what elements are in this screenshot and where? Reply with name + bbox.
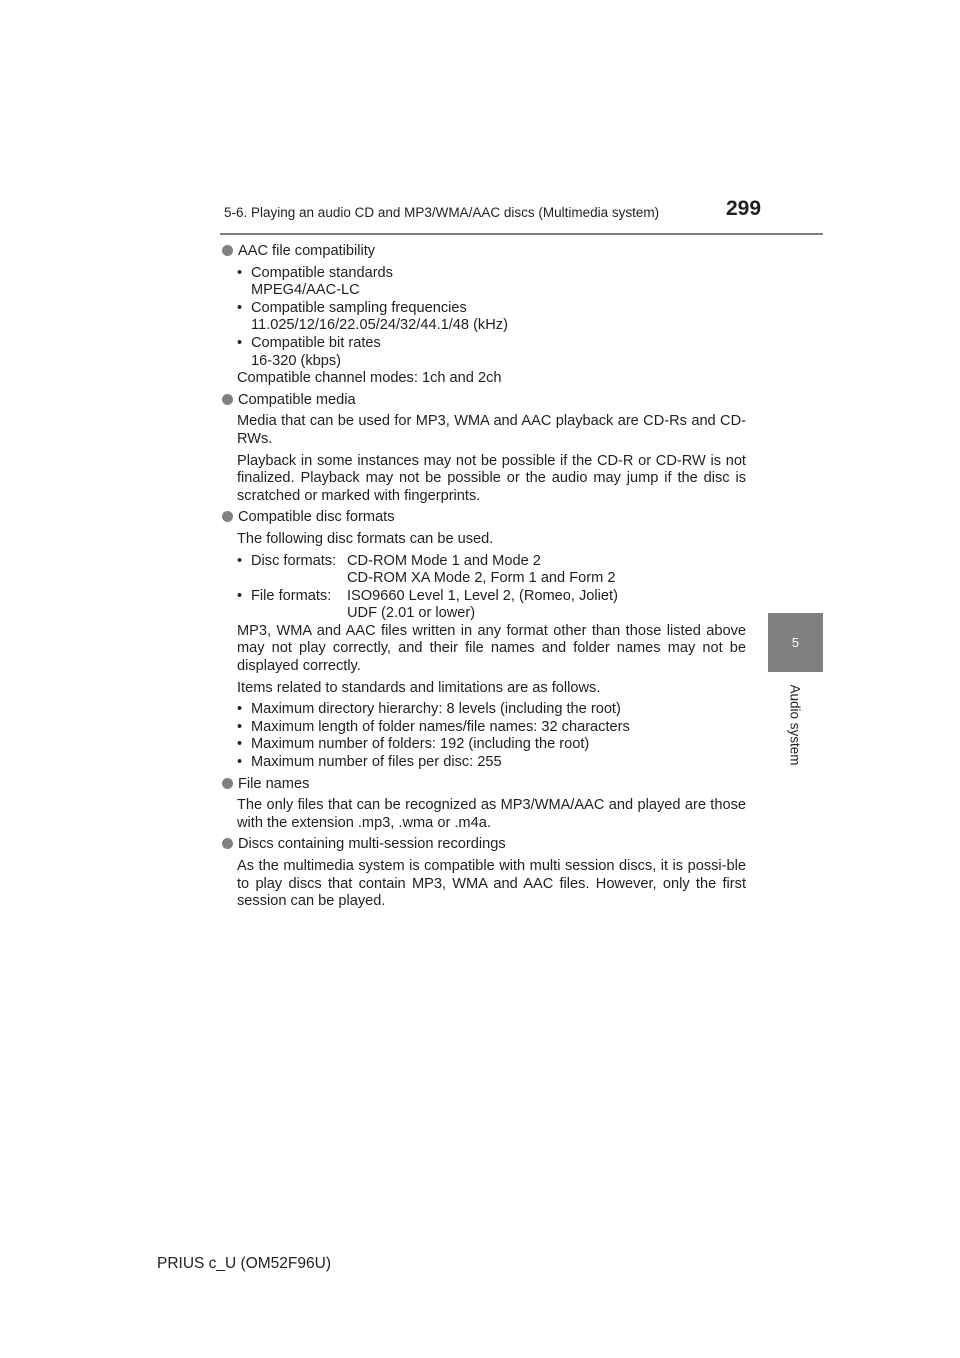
disc-formats-row: [237, 553, 746, 588]
list-item: [237, 701, 746, 719]
formats-intro: The following disc formats can be used.: [237, 530, 494, 547]
list-item: [237, 736, 746, 754]
list-marker: •: [237, 736, 243, 753]
main-content: [222, 243, 746, 915]
list-marker: •: [237, 552, 243, 569]
media-paragraph: Media that can be used for MP3, WMA and AAC playback are CD-Rs and CD-RWs.: [237, 413, 746, 447]
disc-formats-label: Disc formats:: [251, 552, 337, 569]
disc-format-value: CD-ROM Mode 1 and Mode 2: [347, 552, 541, 569]
header-divider: [220, 233, 823, 235]
footer-model: PRIUS c_U (OM52F96U): [157, 1255, 331, 1272]
bullet-circle-icon: [222, 245, 233, 256]
formats-note: MP3, WMA and AAC files written in any format other than those listed above may not play correctly, and their file names and folder names may not be displayed correctly.: [237, 622, 746, 675]
formats-list: [237, 553, 746, 676]
section-heading: [222, 776, 746, 794]
filenames-heading: File names: [238, 775, 310, 792]
list-item: [237, 754, 746, 772]
file-formats-row: [237, 588, 746, 623]
limit-item: Maximum length of folder names/file names: 32 characters: [251, 718, 630, 735]
file-format-value: ISO9660 Level 1, Level 2, (Romeo, Joliet): [347, 587, 618, 604]
list-item: [237, 265, 746, 300]
section-formats: [222, 509, 746, 771]
aac-item-value: 16-320 (kbps): [251, 352, 342, 369]
limit-item: Maximum number of folders: 192 (including the root): [251, 736, 590, 753]
aac-item-value: 11.025/12/16/22.05/24/32/44.1/48 (kHz): [251, 317, 508, 334]
chapter-number: 5: [791, 635, 800, 650]
list-item: [237, 300, 746, 335]
media-paragraph: Playback in some instances may not be possible if the CD-R or CD-RW is not finalized. Playback may not be possible or the audio may jump if the disc is scratched or marked with fingerprints.: [237, 452, 746, 504]
formats-heading: Compatible disc formats: [238, 509, 395, 526]
section-heading: [222, 392, 746, 410]
chapter-side-label: [783, 680, 807, 770]
page-number: 299: [726, 197, 762, 220]
bullet-circle-icon: [222, 511, 233, 522]
section-heading: [222, 509, 746, 527]
list-item: [237, 335, 746, 370]
list-item: [237, 719, 746, 737]
media-body: [222, 413, 746, 505]
filenames-body: [222, 797, 746, 832]
file-format-value: UDF (2.01 or lower): [347, 605, 476, 622]
list-marker: •: [237, 587, 243, 604]
limits-intro: Items related to standards and limitations are as follows.: [237, 679, 601, 696]
bullet-circle-icon: [222, 838, 233, 849]
section-heading: [222, 243, 746, 261]
media-heading: Compatible media: [238, 391, 356, 408]
disc-formats-values: [347, 553, 746, 588]
section-media: [222, 392, 746, 506]
list-marker: •: [237, 299, 243, 316]
filenames-text: The only files that can be recognized as MP3/WMA/AAC and played are those with the extension .mp3, .wma or .m4a.: [237, 797, 746, 831]
section-multisession: [222, 836, 746, 910]
aac-heading: AAC file compatibility: [238, 243, 376, 259]
aac-list: [222, 265, 746, 388]
list-marker: •: [237, 264, 243, 281]
list-marker: •: [237, 334, 243, 351]
aac-item-value: MPEG4/AAC-LC: [251, 282, 360, 299]
formats-body: [222, 531, 746, 772]
multisession-text: As the multimedia system is compatible with multi session discs, it is possi-ble to play discs that contain MP3, WMA and AAC files. However, only the first session can be played.: [237, 858, 746, 910]
aac-item-label: Compatible standards: [251, 264, 393, 281]
section-heading: [222, 836, 746, 854]
disc-format-value: CD-ROM XA Mode 2, Form 1 and Form 2: [347, 570, 616, 587]
file-formats-label: File formats:: [251, 587, 332, 604]
limit-item: Maximum directory hierarchy: 8 levels (including the root): [251, 701, 621, 718]
list-marker: •: [237, 718, 243, 735]
section-filenames: [222, 776, 746, 833]
section-aac: [222, 243, 746, 388]
header-section-title: 5-6. Playing an audio CD and MP3/WMA/AAC discs (Multimedia system): [224, 205, 660, 220]
multisession-heading: Discs containing multi-session recordings: [238, 836, 506, 853]
chapter-tab: [768, 613, 823, 672]
file-formats-values: [347, 588, 746, 623]
aac-channel-modes: Compatible channel modes: 1ch and 2ch: [237, 370, 502, 387]
bullet-circle-icon: [222, 394, 233, 405]
list-marker: •: [237, 701, 243, 718]
multisession-body: [222, 858, 746, 911]
aac-item-label: Compatible bit rates: [251, 334, 381, 351]
limit-item: Maximum number of files per disc: 255: [251, 754, 502, 771]
limits-list: [237, 701, 746, 771]
chapter-label: Audio system: [787, 684, 803, 766]
list-marker: •: [237, 754, 243, 771]
bullet-circle-icon: [222, 778, 233, 789]
aac-item-label: Compatible sampling frequencies: [251, 299, 467, 316]
